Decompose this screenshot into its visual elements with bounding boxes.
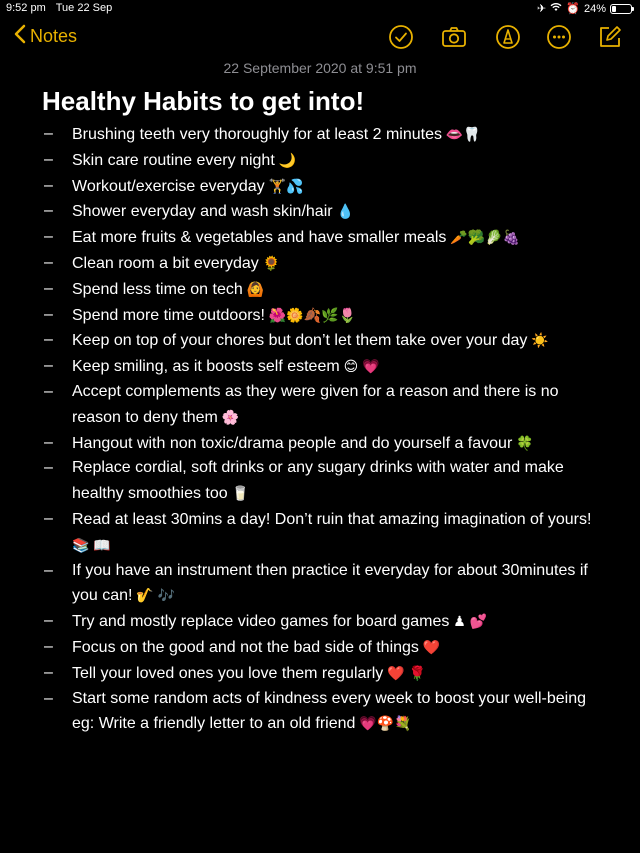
pen-circle-icon[interactable] — [495, 24, 521, 50]
list-item[interactable] — [44, 609, 604, 635]
list-item-emoji: 📚 📖 — [72, 536, 111, 553]
battery-percent: 24% — [583, 2, 606, 15]
status-bar — [0, 0, 640, 18]
nav-bar — [0, 18, 640, 58]
camera-icon[interactable] — [441, 24, 467, 50]
list-dash: – — [44, 253, 53, 271]
list-item[interactable] — [44, 559, 604, 610]
list-dash: – — [44, 561, 53, 579]
list-item-text: Try and mostly replace video games for board games — [72, 613, 450, 631]
list-item-text: Shower everyday and wash skin/hair — [72, 203, 333, 221]
note-title[interactable]: Healthy Habits to get into! — [42, 86, 365, 116]
back-label: Notes — [30, 26, 78, 46]
list-dash: – — [44, 331, 53, 349]
list-item-text: Keep on top of your chores but don’t let them take over your day — [72, 332, 528, 350]
list-item-emoji: ☀️ — [527, 332, 549, 349]
list-item-text: Tell your loved ones you love them regularly — [72, 664, 384, 682]
list-item[interactable] — [44, 328, 604, 354]
battery-fill — [612, 6, 616, 12]
list-item[interactable] — [44, 687, 604, 738]
list-item[interactable] — [44, 661, 604, 687]
list-dash: – — [44, 689, 53, 707]
list-item[interactable] — [44, 456, 604, 507]
list-item-text: If you have an instrument then practice it everyday for about 30minutes if you can! — [72, 561, 588, 605]
list-dash: – — [44, 202, 53, 220]
wifi-icon — [550, 2, 562, 15]
list-item[interactable] — [44, 507, 604, 559]
list-item[interactable] — [44, 225, 604, 251]
list-item-emoji: 🌺🌼🍂🌿🌷 — [265, 306, 357, 323]
battery-icon — [610, 4, 632, 14]
list-dash: – — [44, 509, 53, 527]
list-item-text: Clean room a bit everyday — [72, 254, 259, 272]
list-item-emoji: 😊 💗 — [339, 358, 380, 375]
list-dash: – — [44, 176, 53, 194]
list-dash: – — [44, 228, 53, 246]
checkmark-circle-icon[interactable] — [388, 24, 414, 50]
list-item[interactable] — [44, 303, 604, 329]
list-item-emoji: ♟ 💕 — [449, 613, 488, 630]
list-item-text: Replace cordial, soft drinks or any sugary drinks with water and make healthy smoothies too — [72, 459, 564, 503]
list-item-text: Keep smiling, as it boosts self esteem — [72, 358, 340, 376]
list-item-text: Read at least 30mins a day! Don’t ruin that amazing imagination of yours! — [72, 510, 592, 528]
list-item-emoji: 🎷 🎶 — [132, 587, 176, 604]
list-dash: – — [44, 663, 53, 681]
list-item[interactable] — [44, 174, 604, 200]
list-item-emoji: 💗🍄💐 — [355, 715, 412, 732]
list-item-text: Brushing teeth very thoroughly for at least 2 minutes — [72, 126, 442, 143]
list-dash: – — [44, 612, 53, 630]
list-item[interactable] — [44, 277, 604, 303]
list-item-text: Eat more fruits & vegetables and have smaller meals — [72, 229, 447, 247]
list-item-text: Spend less time on tech — [72, 280, 243, 298]
list-item[interactable] — [44, 199, 604, 225]
back-button[interactable] — [14, 24, 77, 49]
list-item-emoji: 🍀 — [512, 434, 534, 451]
list-item[interactable] — [44, 148, 604, 174]
list-item-text: Accept complements as they were given for a reason and there is no reason to deny them — [72, 382, 559, 426]
habit-list[interactable] — [44, 122, 604, 737]
list-item[interactable] — [44, 354, 604, 380]
list-item[interactable] — [44, 431, 604, 457]
list-item-emoji: 🙆 — [242, 280, 265, 297]
list-item-emoji: 🌻 — [258, 254, 281, 271]
chevron-left-icon — [14, 24, 30, 49]
list-item[interactable] — [44, 122, 604, 148]
list-dash: – — [44, 637, 53, 655]
status-left — [6, 2, 112, 14]
list-item-emoji: ❤️ — [418, 638, 441, 655]
note-timestamp: 22 September 2020 at 9:51 pm — [223, 60, 417, 76]
list-item-emoji: ❤️ 🌹 — [383, 664, 426, 681]
list-item[interactable] — [44, 635, 604, 661]
status-time: 9:52 pm — [6, 2, 46, 14]
list-item-emoji: 👄🦷 — [441, 126, 481, 142]
list-item[interactable] — [44, 380, 604, 431]
list-item-emoji: 🏋💦 — [264, 177, 304, 194]
alarm-icon: ⏰ — [566, 3, 580, 15]
list-item-text: Workout/exercise everyday — [72, 177, 265, 195]
list-item-text: Spend more time outdoors! — [72, 306, 265, 324]
airplane-icon: ✈ — [537, 3, 547, 15]
list-dash: – — [44, 305, 53, 323]
ellipsis-circle-icon[interactable] — [546, 24, 572, 50]
list-dash: – — [44, 279, 53, 297]
list-item[interactable] — [44, 251, 604, 277]
list-item-emoji: 💧 — [332, 203, 354, 220]
status-date: Tue 22 Sep — [55, 2, 113, 14]
list-item-emoji: 🌙 — [274, 151, 297, 168]
list-dash: – — [44, 382, 53, 400]
list-item-emoji: 🌸 — [217, 408, 240, 425]
list-item-emoji: 🥕🥦🥬🍇 — [446, 229, 521, 246]
list-item-emoji: 🥛 — [227, 485, 249, 502]
list-dash: – — [44, 433, 53, 451]
list-dash: – — [44, 125, 53, 142]
list-item-text: Focus on the good and not the bad side of things — [72, 638, 419, 656]
status-right — [537, 2, 632, 15]
list-item-text: Hangout with non toxic/drama people and do yourself a favour — [72, 434, 513, 452]
list-dash: – — [44, 357, 53, 375]
list-item-text: Skin care routine every night — [72, 151, 275, 169]
list-dash: – — [44, 150, 53, 168]
compose-icon[interactable] — [597, 24, 623, 50]
list-dash: – — [44, 459, 53, 477]
list-item-text: Start some random acts of kindness every week to boost your well-being eg: Write a friendly letter to an old friend — [72, 689, 587, 733]
